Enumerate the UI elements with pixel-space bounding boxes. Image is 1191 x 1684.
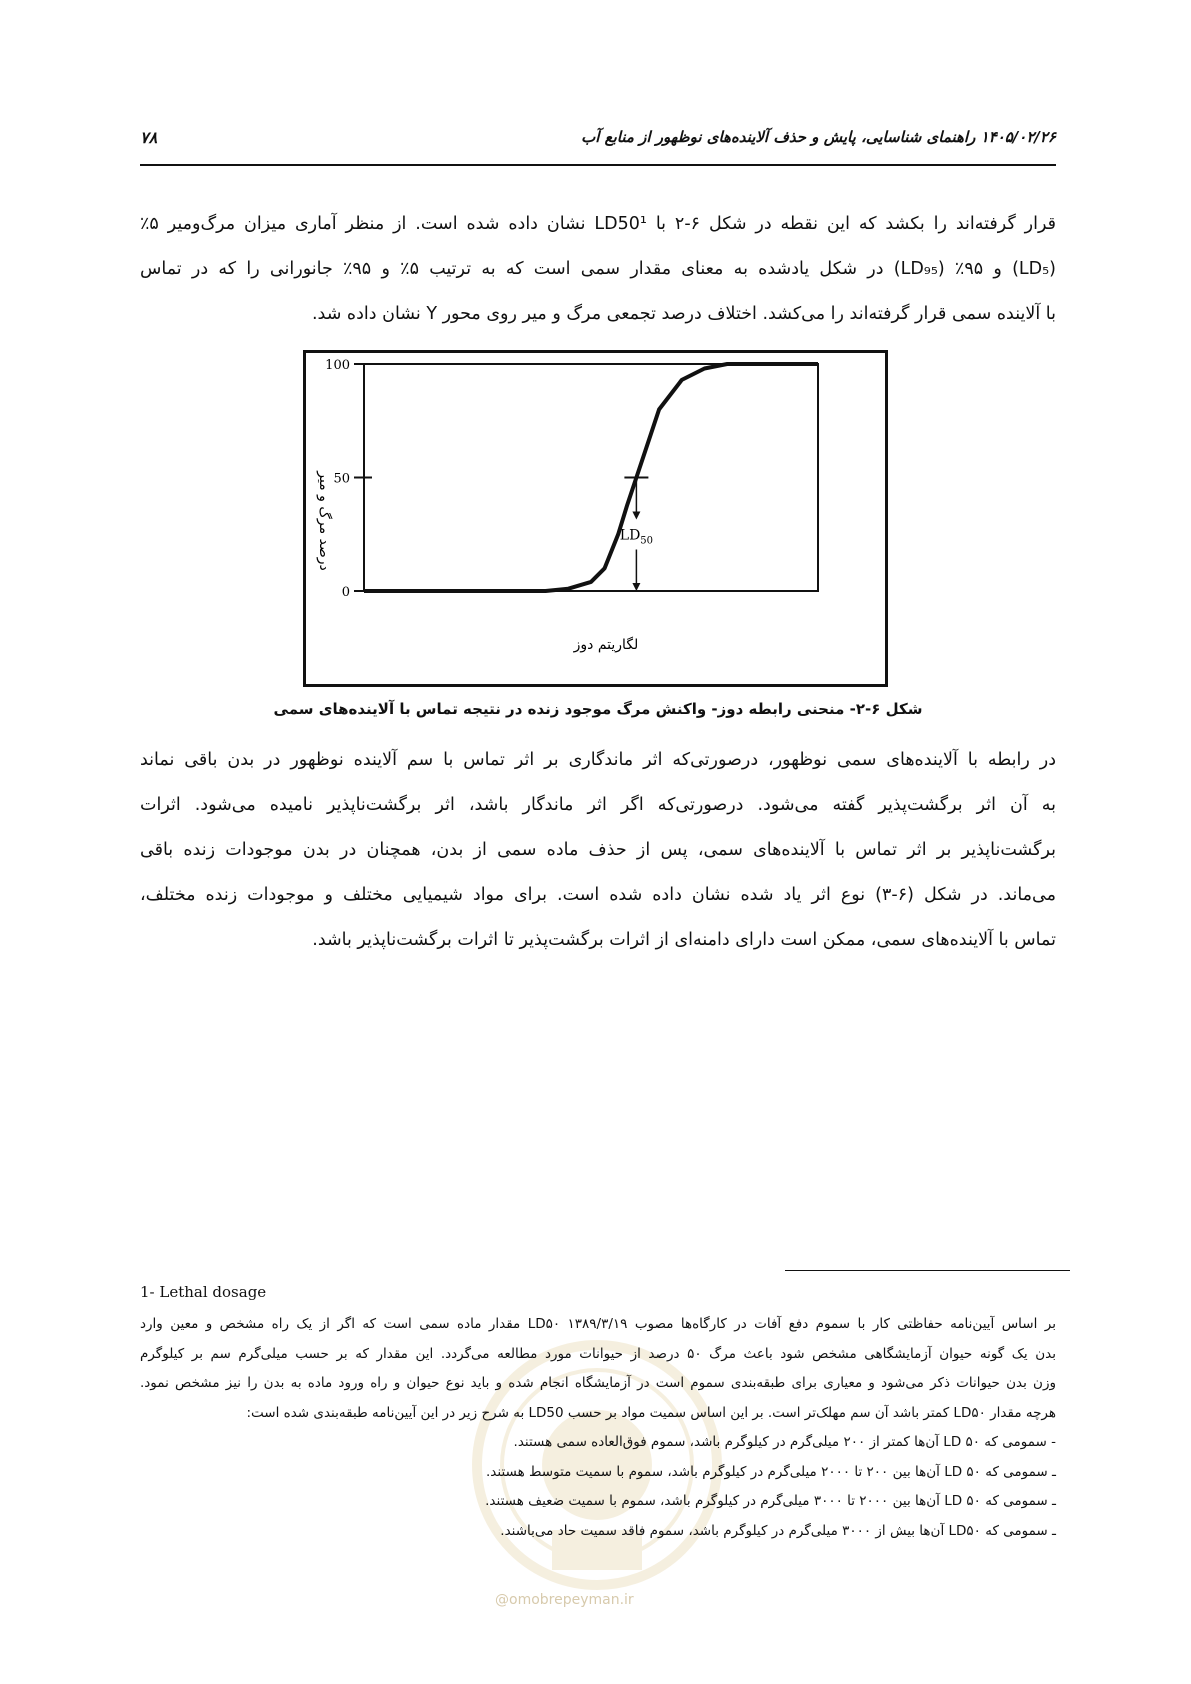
y-axis-label: درصد مرگ و میر [316,471,332,571]
watermark-text: @omobrepeyman.ir [495,1592,634,1608]
paragraph-line: تماس با آلاینده‌های سمی، ممکن است دارای دامنه‌ای از اثرات برگشت‌پذیر تا اثرات برگشت‌ناپذیر باشد. [312,930,1056,950]
footnote: 1- Lethal dosage [140,1283,267,1301]
note-line: بر اساس آیین‌نامه حفاظتی کار با سموم دفع آفات در کارگاه‌ها مصوب ۱۳۸۹/۳/۱۹ LD۵۰ مقدار ماده سمی است که اگر از یک راه مشخص و معین وارد [140,1316,1056,1332]
ld50-arrow-head [632,512,640,520]
note-line: بدن یک گونه حیوان آزمایشگاهی مشخص شود باعث مرگ ۵۰ درصد از حیوانات مورد مطالعه می‌گردد. این مقدار که بر حسب میلی‌گرم سم بر کیلوگرم [140,1345,1056,1362]
x-axis-label: لگاریتم دوز [573,637,639,653]
dose-response-chart [306,353,885,684]
paragraph-line: می‌ماند. در شکل (۶-۳) نوع اثر یاد شده نشان داده شده است. برای مواد شیمیایی مختلف و موجودات زنده مختلف، [140,885,1057,905]
paragraph-line: برگشت‌ناپذیر بر اثر تماس با آلاینده‌های سمی، پس از حذف ماده سمی از بدن، همچنان در بدن موجودات زنده باقی [140,840,1056,860]
y-tick-label: 50 [333,471,350,487]
ld50-arrow-head-lower [632,583,640,591]
dose-response-figure [303,350,888,687]
legal-note [140,1310,1056,1546]
figure-caption: شکل ۶-۲- منحنی رابطه دوز- واکنش مرگ موجود زنده در نتیجه تماس با آلاینده‌های سمی [273,700,923,718]
paragraph-line: به آن اثر برگشت‌پذیر گفته می‌شود. درصورتی‌که اگر اثر ماندگار باشد، اثر برگشت‌ناپذیر نامیده می‌شود. اثرات [140,795,1056,815]
y-tick-label: 0 [341,585,350,600]
note-line: هرچه مقدار LD۵۰ کمتر باشد آن سم مهلک‌تر است. بر این اساس سمیت مواد بر حسب LD50 به شرح زیر در این آیین‌نامه طبقه‌بندی شده است: [246,1404,1056,1421]
header-rule [140,164,1056,166]
note-line: وزن بدن حیوانات ذکر می‌شود و معیاری برای طبقه‌بندی سموم است در آزمایشگاه انجام شده و باید نوع حیوان و راه ورود ماده به بدن را نیز مشخص نمود. [140,1375,1056,1391]
paragraph-2 [140,738,1056,963]
y-tick-label: 100 [325,358,350,373]
paragraph-line: با آلاینده سمی قرار گرفته‌اند را می‌کشد. اختلاف درصد تجمعی مرگ و میر روی محور Y نشان داده شد. [311,304,1056,324]
note-line: ـ سمومی که LD۵۰ آن‌ها بیش از ۳۰۰۰ میلی‌گرم در کیلوگرم باشد، سموم فاقد سمیت حاد می‌باشند. [500,1522,1056,1539]
ld50-subscript: 50 [640,535,654,547]
page-header [140,126,1056,156]
note-line: - سمومی که LD ۵۰ آن‌ها کمتر از ۲۰۰ میلی‌گرم در کیلوگرم باشد، سموم فوق‌العاده سمی هستند. [513,1434,1056,1450]
note-line: ـ سمومی که LD ۵۰ آن‌ها بین ۲۰۰۰ تا ۳۰۰۰ میلی‌گرم در کیلوگرم باشد، سموم با سمیت ضعیف هستند. [485,1493,1056,1509]
dose-response-curve [364,364,818,591]
footnote-rule [785,1270,1070,1271]
paragraph-line: قرار گرفته‌اند را بکشد که این نقطه در شکل ۶-۲ با LD50¹ نشان داده شده است. از منظر آماری میزان مرگ‌ومیر ۵٪ [140,214,1057,234]
note-line: ـ سمومی که LD ۵۰ آن‌ها بین ۲۰۰ تا ۲۰۰۰ میلی‌گرم در کیلوگرم باشد، سموم با سمیت متوسط هستند. [486,1463,1056,1480]
plot-frame [364,364,818,591]
paragraph-line: در رابطه با آلاینده‌های سمی نوظهور، درصورتی‌که اثر ماندگاری بر اثر تماس با سم آلاینده نوظهور در بدن باقی نماند [140,750,1056,770]
paragraph-1 [140,202,1056,337]
running-title: ۱۴۰۵/۰۲/۲۶ راهنمای شناسایی، پایش و حذف آلاینده‌های نوظهور از منابع آب [581,128,1056,146]
page-number: ۷۸ [140,128,158,147]
paragraph-line: (LD₅) و ۹۵٪ (LD₉₅) در شکل یادشده به معنای مقدار سمی است که به ترتیب ۵٪ و ۹۵٪ جانورانی را که در تماس [140,259,1056,279]
ld50-label: $LD_{50}$ [619,527,654,547]
